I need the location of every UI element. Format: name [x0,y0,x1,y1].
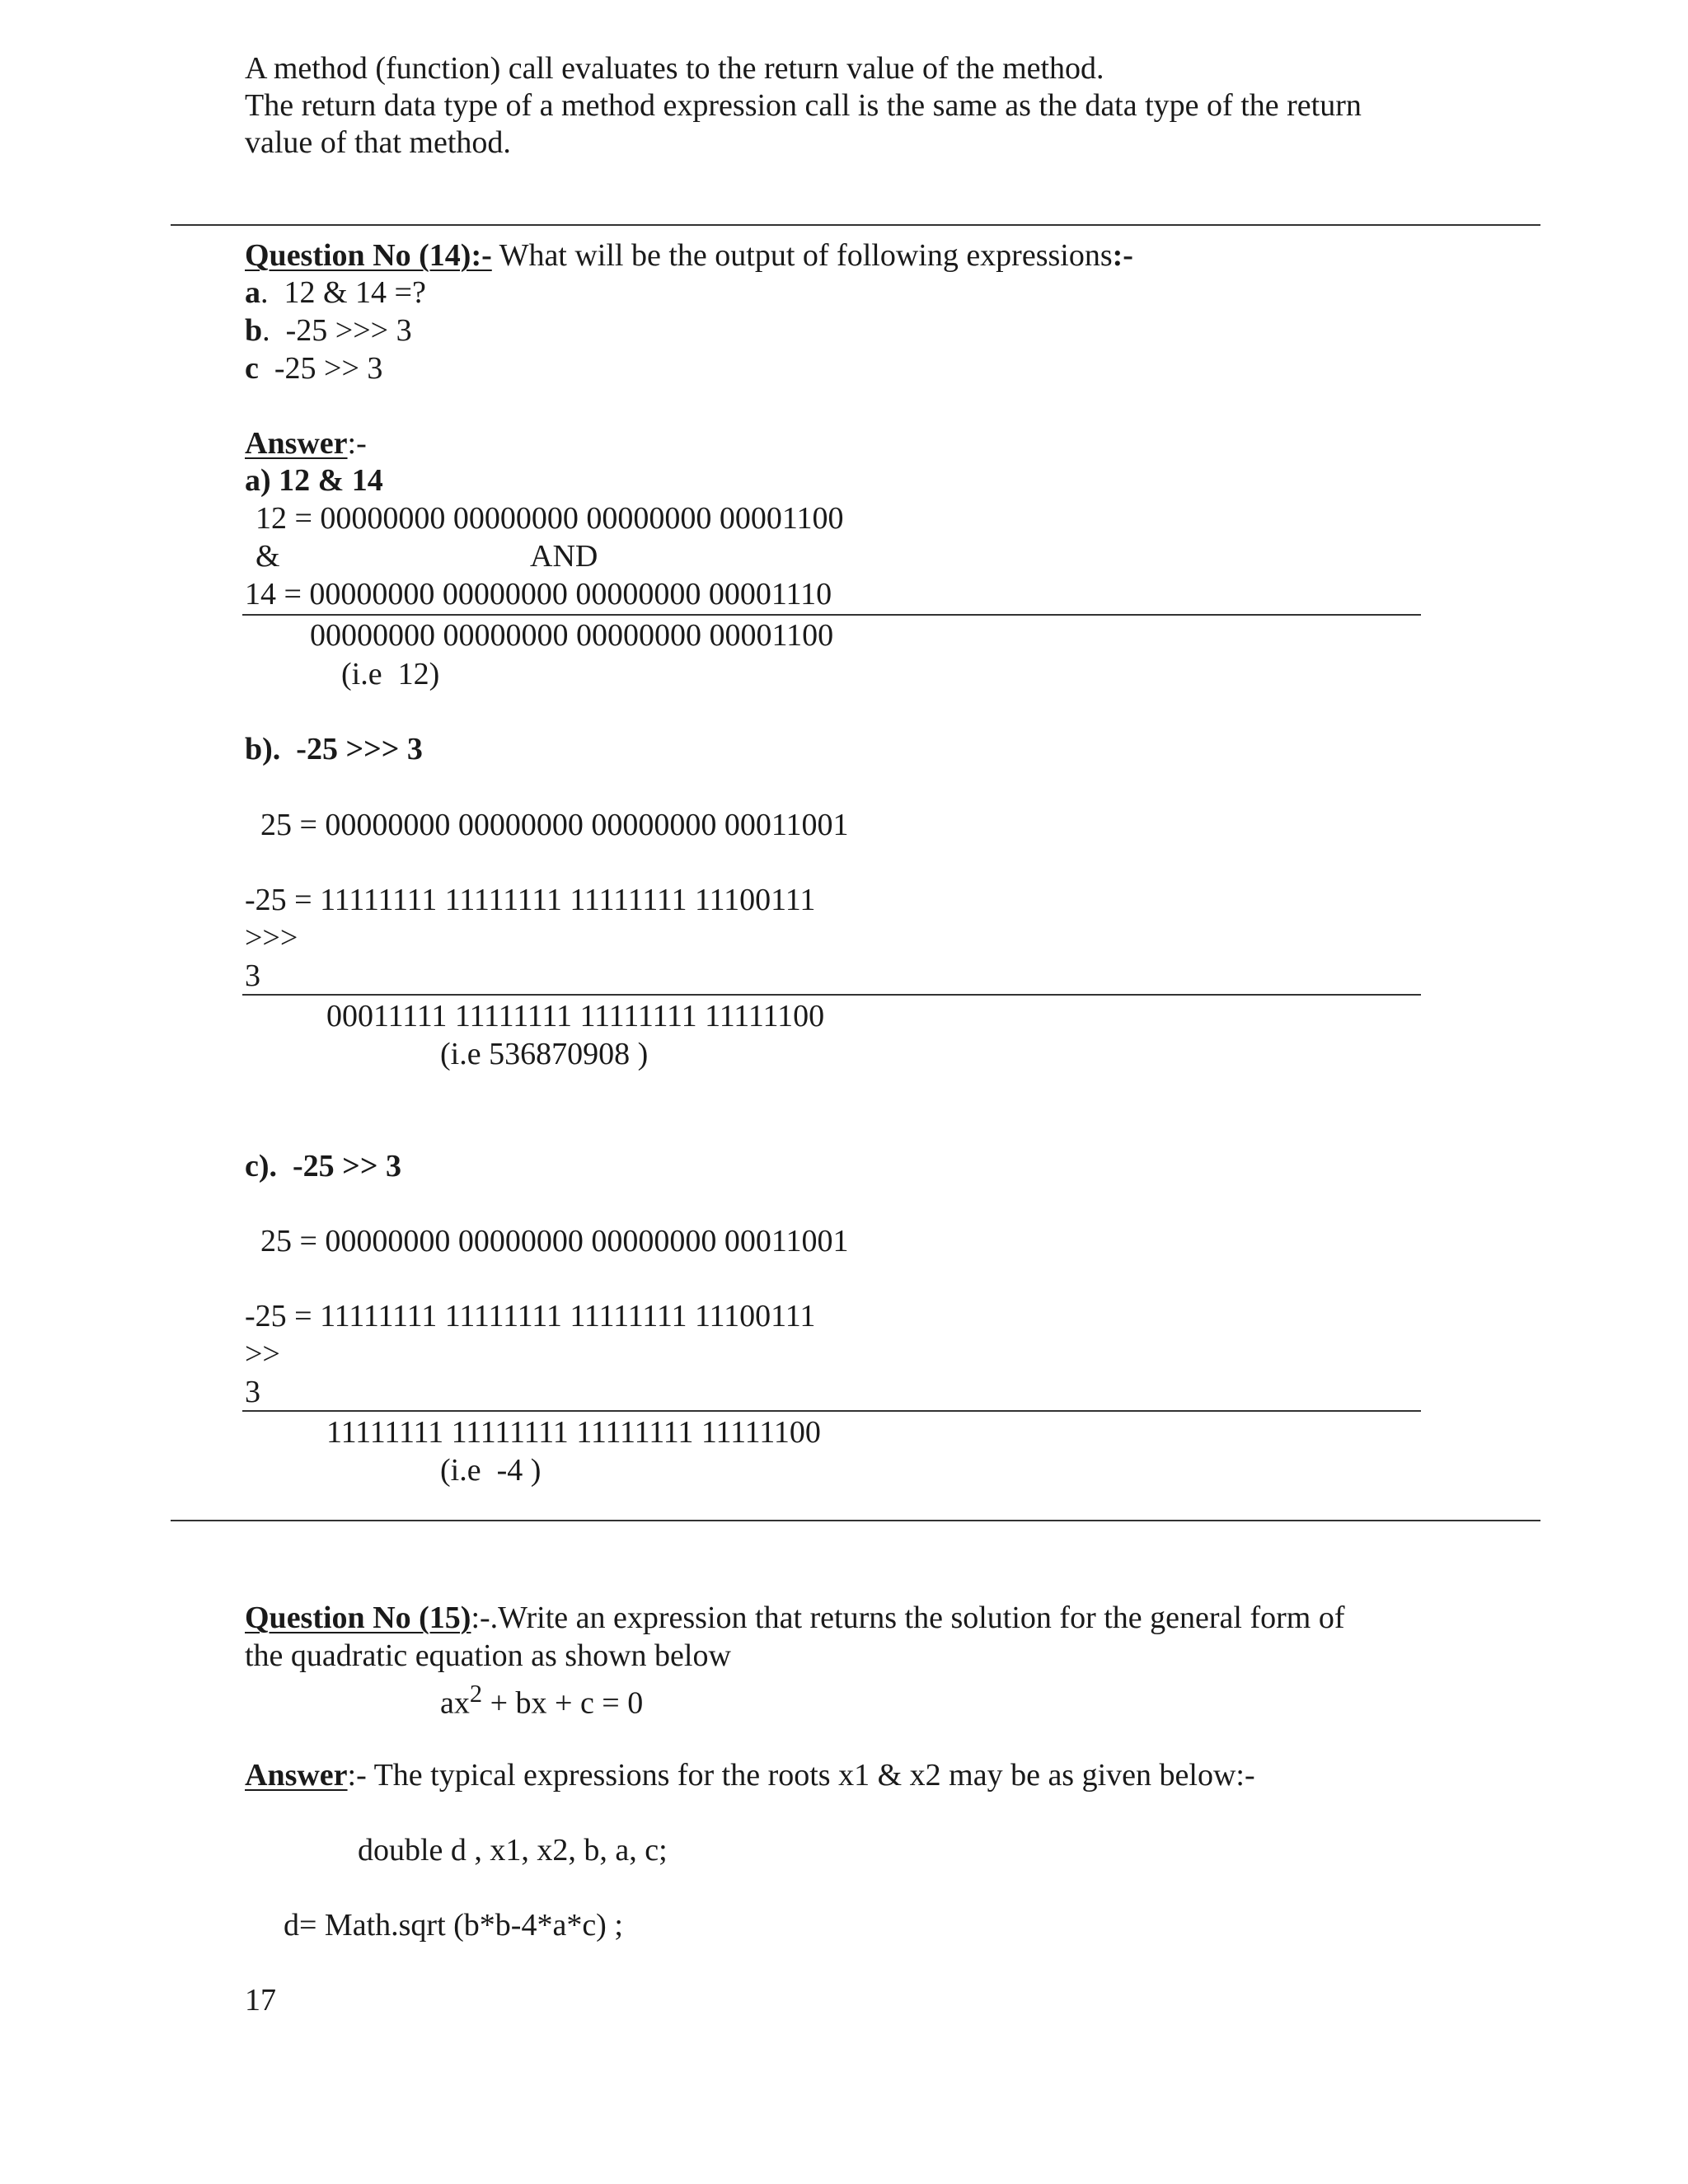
part-b-ie: (i.e 536870908 ) [440,1037,649,1071]
section-divider-top [171,224,1540,226]
intro-line-3: value of that method. [245,125,511,160]
part-a-result-rule [242,614,1421,616]
part-b-row-25: 25 = 00000000 00000000 00000000 00011001 [260,808,849,842]
part-c-result: 11111111 11111111 11111111 11111100 [326,1415,821,1450]
part-c-ie: (i.e -4 ) [440,1453,542,1488]
q14-item-c: c -25 >> 3 [245,351,383,386]
page-number: 17 [245,1983,276,2018]
q15-answer: Answer:- The typical expressions for the roots x1 & x2 may be as given below:- [245,1758,1255,1793]
q14-answer-label: Answer [245,426,348,461]
part-a-op-word: AND [530,539,598,574]
part-a-ie: (i.e 12) [341,657,440,691]
q15-heading-text: :-.Write an expression that returns the solution for the general form of [471,1601,1345,1635]
part-c-op: >> [245,1337,280,1371]
intro-line-1: A method (function) call evaluates to the return value of the method. [245,51,1104,86]
q15-heading [245,1602,1344,1633]
q14-item-a: a. 12 & 14 =? [245,275,426,310]
part-a-row-12: 12 = 00000000 00000000 00000000 00001100 [256,501,844,536]
part-c-row-neg25: -25 = 11111111 11111111 11111111 11100111 [245,1299,816,1333]
q15-code-line-2: d= Math.sqrt (b*b-4*a*c) ; [284,1908,623,1943]
q14-heading [245,240,1133,271]
q15-code-line-1: double d , x1, x2, b, a, c; [358,1833,668,1868]
part-c-result-rule [242,1410,1421,1412]
intro-line-2: The return data type of a method expression call is the same as the data type of the return [245,88,1362,123]
q15-equation: $ax^2$ + bx + c = 0 [440,1680,644,1721]
part-c-shift: 3 [245,1375,260,1409]
part-b-shift: 3 [245,958,260,993]
q15-heading-line-2: the quadratic equation as shown below [245,1638,731,1673]
part-a-result: 00000000 00000000 00000000 00001100 [310,618,834,653]
part-a-title: a) 12 & 14 [245,463,383,498]
q15-answer-label: Answer [245,1758,348,1793]
part-b-title: b). -25 >>> 3 [245,732,423,766]
q15-heading-label: Question No (15) [245,1601,471,1635]
part-c-row-25: 25 = 00000000 00000000 00000000 00011001 [260,1224,849,1258]
q14-answer-heading: Answer:- [245,426,367,461]
part-a-op-symbol: & [256,539,280,574]
q14-item-b: b. -25 >>> 3 [245,313,412,348]
q14-heading-label: Question No (14):- [245,238,492,273]
q14-heading-end: :- [1112,238,1133,273]
part-b-result-rule [242,994,1421,996]
q14-heading-text: What will be the output of following expressions [491,238,1113,273]
section-divider-bottom [171,1520,1540,1521]
part-b-op: >>> [245,921,298,955]
part-c-title: c). -25 >> 3 [245,1149,401,1183]
part-b-result: 00011111 11111111 11111111 11111100 [326,999,825,1033]
part-a-row-14: 14 = 00000000 00000000 00000000 00001110 [245,577,832,612]
part-b-row-neg25: -25 = 11111111 11111111 11111111 11100111 [245,883,816,917]
